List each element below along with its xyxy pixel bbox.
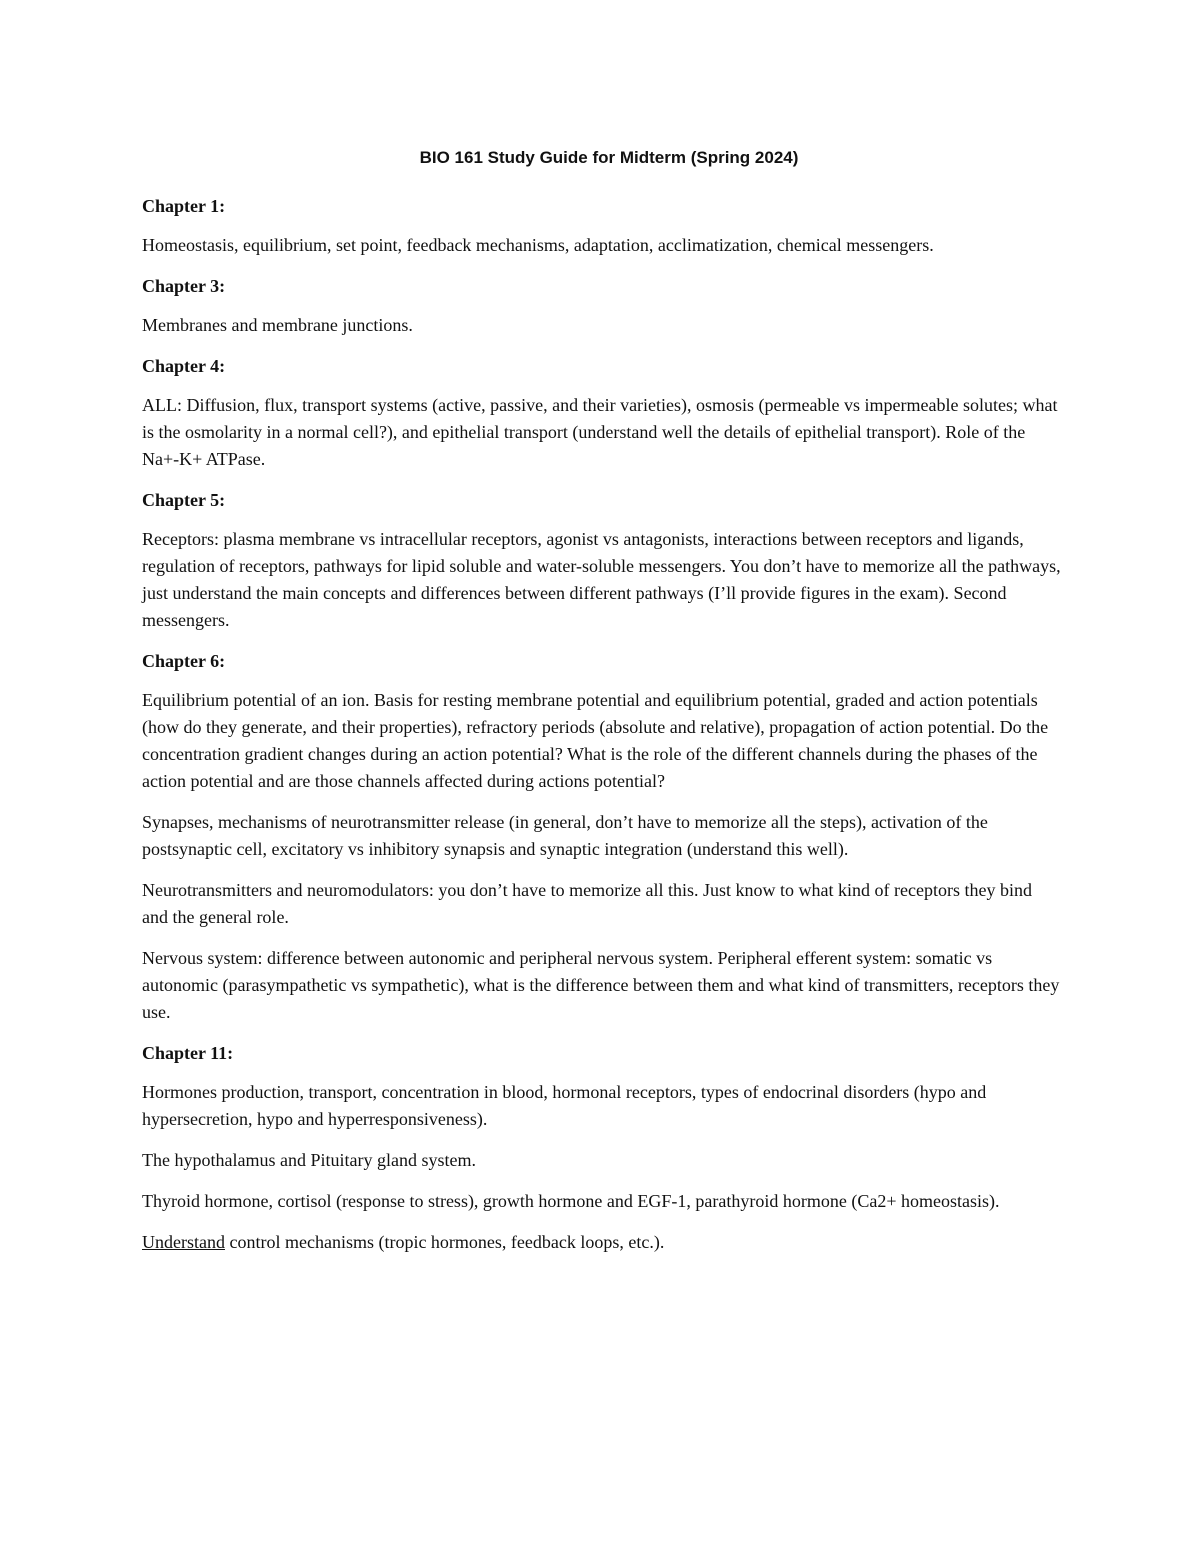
document-title: BIO 161 Study Guide for Midterm (Spring 2024) [419, 148, 799, 167]
chapter-6-paragraph-potentials: Equilibrium potential of an ion. Basis for resting membrane potential and equilibrium potential, graded and action potentials (how do they generate, and their properties), refractory periods (absolute and relative), propagation of action potential. Do the concentration gradient changes during an action potential? What is the role of the different channels during the phases of the action potential and are those channels affected during actions potential? [142, 690, 1049, 791]
chapter-11-paragraph-hypothalamus: The hypothalamus and Pituitary gland system. [142, 1150, 476, 1170]
chapter-4-heading: Chapter 4: [142, 356, 226, 376]
chapter-6-heading: Chapter 6: [142, 651, 226, 671]
control-mechanisms-text: control mechanisms (tropic hormones, feedback loops, etc.). [224, 1232, 665, 1252]
chapter-4-paragraph: ALL: Diffusion, flux, transport systems (active, passive, and their varieties), osmosis (permeable vs impermeable solutes; what is the osmolarity in a normal cell?), and epithelial transport (understand well the details of epithelial transport). Role of the Na+-K+ ATPase. [142, 395, 1058, 469]
chapter-5-paragraph: Receptors: plasma membrane vs intracellular receptors, agonist vs antagonists, interactions between receptors and ligands, regulation of receptors, pathways for lipid soluble and water-soluble messengers. You don’t have to memorize all the pathways, just understand the main concepts and differences between different pathways (I’ll provide figures in the exam). Second messengers. [142, 529, 1061, 630]
chapter-6-paragraph-synapses: Synapses, mechanisms of neurotransmitter release (in general, don’t have to memorize all the steps), activation of the postsynaptic cell, excitatory vs inhibitory synapsis and synaptic integration (understand this well). [142, 812, 988, 859]
chapter-5-heading: Chapter 5: [142, 490, 226, 510]
underlined-emphasis: Understand [142, 1232, 225, 1252]
document-page [142, 145, 1062, 1270]
chapter-11-heading: Chapter 11: [142, 1043, 234, 1063]
chapter-1-heading: Chapter 1: [142, 196, 226, 216]
chapter-1-paragraph: Homeostasis, equilibrium, set point, feedback mechanisms, adaptation, acclimatization, chemical messengers. [142, 235, 934, 255]
chapter-11-paragraph-thyroid: Thyroid hormone, cortisol (response to stress), growth hormone and EGF-1, parathyroid hormone (Ca2+ homeostasis). [142, 1191, 1000, 1211]
chapter-6-paragraph-nervous-system: Nervous system: difference between autonomic and peripheral nervous system. Peripheral efferent system: somatic vs autonomic (parasympathetic vs sympathetic), what is the difference between them and what kind of transmitters, receptors they use. [142, 948, 1060, 1022]
chapter-6-paragraph-neurotransmitters: Neurotransmitters and neuromodulators: you don’t have to memorize all this. Just know to what kind of receptors they bind and the general role. [142, 880, 1032, 927]
chapter-3-paragraph: Membranes and membrane junctions. [142, 315, 413, 335]
chapter-3-heading: Chapter 3: [142, 276, 226, 296]
chapter-11-paragraph-hormones: Hormones production, transport, concentration in blood, hormonal receptors, types of endocrinal disorders (hypo and hypersecretion, hypo and hyperresponsiveness). [142, 1082, 987, 1129]
chapter-11-paragraph-control [142, 1229, 1062, 1256]
